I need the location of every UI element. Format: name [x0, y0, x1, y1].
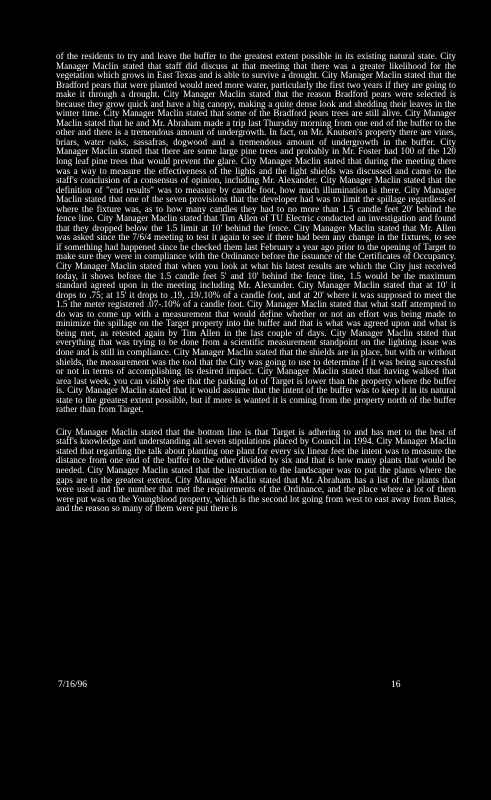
- body-paragraph-1: of the residents to try and leave the buffer to the greatest extent possible in its existing natural state. City Manager Maclin stated that staff did discuss at that meeting that there was a greater likelihood for the vegetation which grows in East Texas and is able to survive a drought. City Manager Maclin stated that the Bradford pears that were planted would need more water, particularly the first two years if they are going to make it through a drought. City Manager Maclin stated that the reason Bradford pears were selected is because they grow quick and have a big canopy, making a quite dense look and shedding their leaves in the winter time. City Manager Maclin stated that some of the Bradford pears trees are still alive. City Manager Maclin stated that he and Mr. Abraham made a trip last Thursday morning from one end of the buffer to the other and there is a tremendous amount of undergrowth. In fact, on Mr. Knutsen's property there are vines, briars, water oaks, sassafras, dogwood and a tremendous amount of undergrowth in the buffer. City Manager Maclin stated that there are some large pine trees and probably in Mr. Foster had 100 of the 120 long leaf pine trees that would prevent the glare. City Manager Maclin stated that during the meeting there was a way to measure the effectiveness of the lights and the light shields was discussed and came to the staff's conclusion of a consensus of opinion, including Mr. Alexander. City Manager Maclin stated that the definition of "end results" was to measure by candle foot, how much illumination is there. City Manager Maclin stated that one of the seven provisions that the developer had was to limit the spillage regardless of where the fixture was, as to how many candles they had to no more than 1.5 candle feet 20' behind the fence line. City Manager Maclin stated that Tim Allen of TU Electric conducted an investigation and found that they dropped below the 1.5 limit at 10' behind the fence. City Manager Maclin stated that Mr. Allen was asked since the 7/6/4 meeting to test it again to see if there had been any change in the fixtures, to see if something had happened since he checked them last February a year ago prior to the opening of Target to make sure they were in compliance with the Ordinance before the issuance of the Certificates of Occupancy. City Manager Maclin stated that when you look at what his latest results are which the City just received today, it shows before the 1.5 candle feet 5' and 10' behind the fence line, 1.5 would be the maximum standard agreed upon in the meeting including Mr. Alexander. City Manager Maclin stated that at 10' it drops to .75; at 15' it drops to .19, .19/.10% of a candle foot, and at 20' where it was supposed to meet the 1.5 the meter registered .07-.10% of a candle foot. City Manager Maclin stated that what staff attempted to do was to come up with a measurement that would define whether or not an effort was being made to minimize the spillage on the Target property into the buffer and that is what was agreed upon and what is being met, as retested again by Tim Allen in the last couple of days. City Manager Maclin stated that everything that was trying to be done from a scientific measurement standpoint on the lighting issue was done and is still in compliance. City Manager Maclin stated that the shields are in place, but with or without shields, the measurement was the tool that the City was going to use to determine if it was being successful or not in terms of accomplishing its desired impact. City Manager Maclin stated that having walked that area last week, you can visibly see that the parking lot of Target is lower than the property where the buffer is. City Manager Maclin stated that it would assume that the intent of the buffer was to keep it in its natural state to the greatest extent possible, but if more is wanted it is coming from the property north of the buffer rather than from Target.: [56, 51, 456, 415]
- page-number: 16: [391, 680, 401, 690]
- body-paragraph-2: City Manager Maclin stated that the bottom line is that Target is adhering to and has met to the best of staff's knowledge and understanding all seven stipulations placed by Council in 1994. City Manager Maclin stated that regarding the talk about planting one plant for every six linear feet the intent was to measure the distance from one end of the buffer to the other divided by six and that is how many plants that would be needed. City Manager Maclin stated that the instruction to the landscaper was to put the plants where the gaps are to the greatest extent. City Manager Maclin stated that Mr. Abraham has a list of the plants that were used and the number that met the requirements of the Ordinance, and the place where a lot of them were put was on the Youngblood property, which is the second lot going from west to east away from Bates, and the reason so many of them were put there is: [56, 426, 456, 514]
- footer-date: 7/16/96: [58, 680, 88, 690]
- document-page: [56, 52, 456, 772]
